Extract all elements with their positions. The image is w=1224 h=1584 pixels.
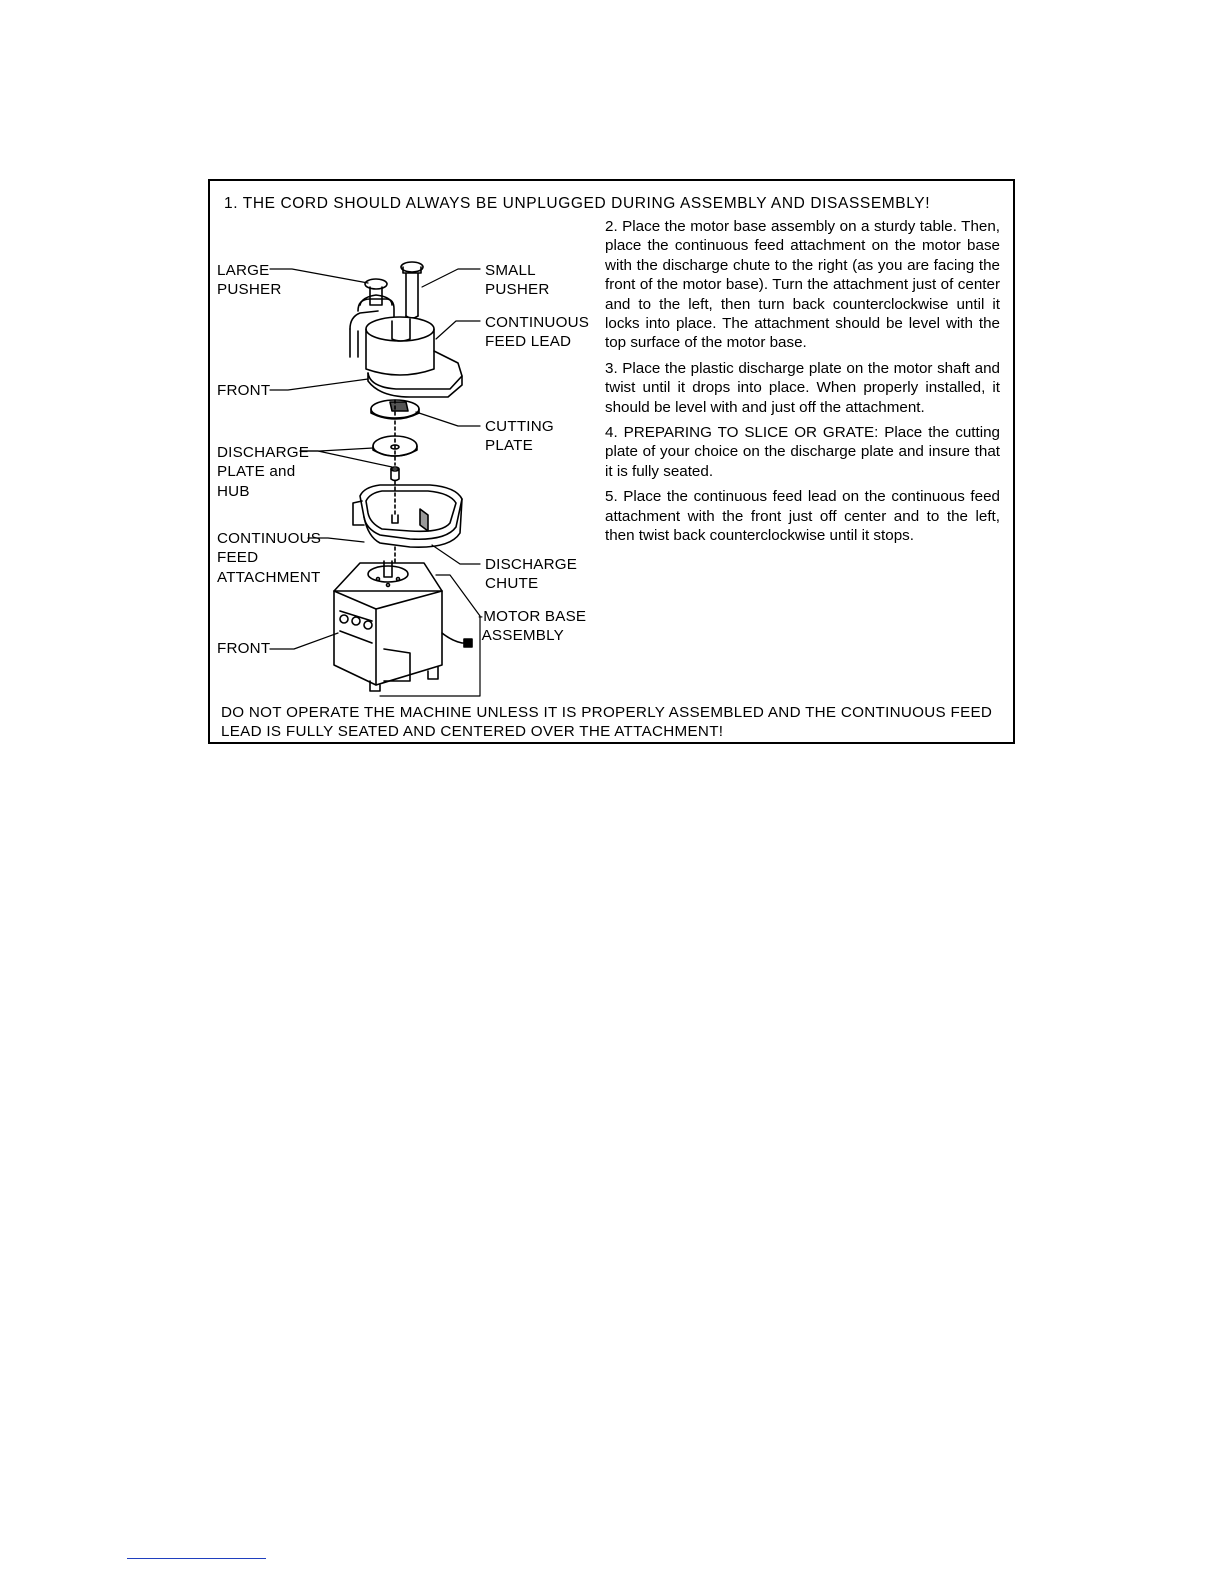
label-discharge-plate-hub: DISCHARGE PLATE and HUB xyxy=(217,444,310,500)
label-front-top: FRONT xyxy=(217,382,271,399)
footnote-separator xyxy=(127,1558,266,1559)
label-cutting-plate: CUTTING PLATE xyxy=(485,418,554,455)
label-front-bottom: FRONT xyxy=(217,640,271,657)
label-small-pusher: SMALL PUSHER xyxy=(485,262,550,299)
label-discharge-chute: DISCHARGE CHUTE xyxy=(485,556,578,593)
step-2: 2. Place the motor base assembly on a sturdy table. Then, place the continuous feed attachment on the motor base with the discharge chute to the right (as you are facing the front of the motor base). Turn the attachment just of center and to the left, then turn back counterclockwise until it locks into place. The attachment should be level with the top surface of the motor base. xyxy=(605,218,1000,352)
step-1-warning: 1. THE CORD SHOULD ALWAYS BE UNPLUGGED DURING ASSEMBLY AND DISASSEMBLY! xyxy=(224,195,931,212)
label-large-pusher: LARGE PUSHER xyxy=(217,262,282,299)
label-continuous-feed-lead: CONTINUOUS FEED LEAD xyxy=(485,314,590,351)
small-pusher-drawing xyxy=(401,262,423,318)
label-motor-base-assembly: -MOTOR BASE ASSEMBLY xyxy=(478,608,587,645)
assembly-steps xyxy=(605,217,1000,552)
feed-attachment-drawing xyxy=(353,481,462,547)
assembly-instructions-panel xyxy=(208,179,1015,744)
discharge-plate-drawing xyxy=(373,421,417,481)
step-4: 4. PREPARING TO SLICE OR GRATE: Place the cutting plate of your choice on the discharge plate and insure that it is fully seated. xyxy=(605,424,1000,480)
operation-warning: DO NOT OPERATE THE MACHINE UNLESS IT IS PROPERLY ASSEMBLED AND THE CONTINUOUS FEED LEAD IS FULLY SEATED AND CENTERED OVER THE ATTACHMENT! xyxy=(221,704,993,741)
step-3: 3. Place the plastic discharge plate on the motor shaft and twist until it drops into place. When properly installed, it should be level with and just off the attachment. xyxy=(605,359,1000,416)
cutting-plate-drawing xyxy=(371,400,419,419)
step-5: 5. Place the continuous feed lead on the continuous feed attachment with the front just off center and to the left, then twist back counterclockwise until it stops. xyxy=(605,488,1000,545)
motor-base-drawing xyxy=(334,547,472,691)
label-continuous-feed-attachment: CONTINUOUS FEED ATTACHMENT xyxy=(217,530,322,586)
